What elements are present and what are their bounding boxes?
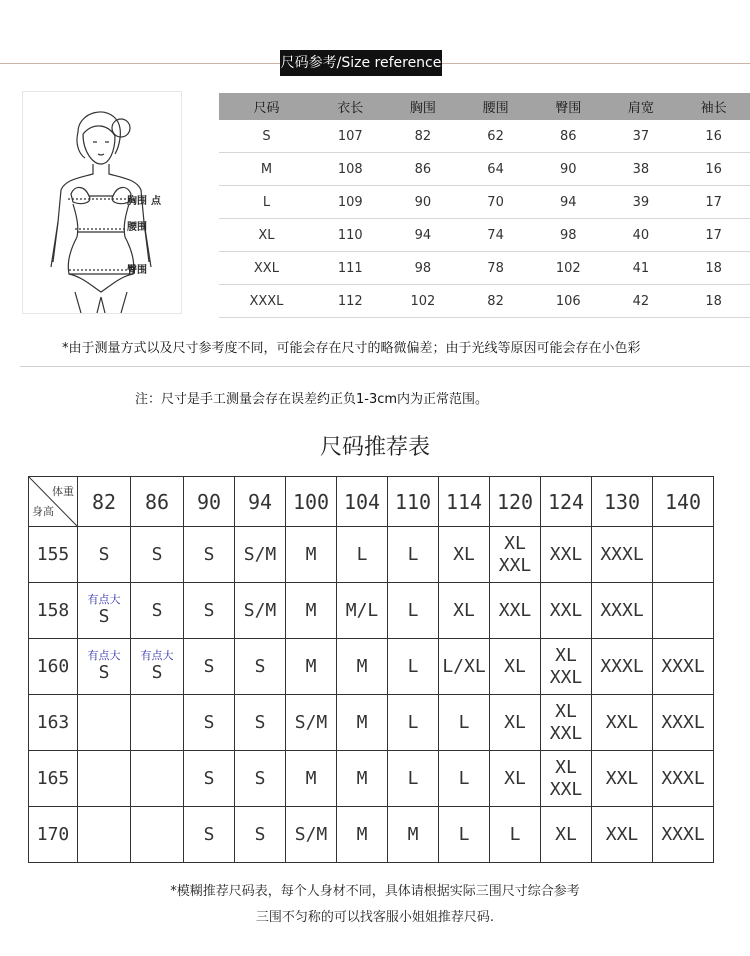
section-divider (20, 366, 750, 367)
size-cell (184, 527, 235, 583)
size-cell (235, 583, 286, 639)
size-cell (439, 807, 490, 863)
size-value: L (458, 711, 470, 733)
size-cell (235, 751, 286, 807)
size-note: 有点大 (87, 649, 121, 662)
size-cell (490, 807, 541, 863)
size-cell (439, 751, 490, 807)
size-value: S (151, 662, 163, 683)
size-value: M (356, 711, 368, 733)
table-cell: 94 (387, 219, 460, 252)
size-cell (337, 695, 388, 751)
size-value: XXXL (600, 543, 644, 565)
size-value: M (356, 655, 368, 677)
size-cell (337, 527, 388, 583)
size-value: S/M (243, 543, 277, 565)
size-cell (388, 527, 439, 583)
footer-note-2: 三围不匀称的可以找客服小姐姐推荐尺码. (255, 910, 495, 925)
size-cell (490, 751, 541, 807)
weight-header-cell: 140 (653, 477, 714, 527)
size-value: S/M (243, 599, 277, 621)
table-cell: 17 (677, 186, 750, 219)
figure-label-bust: 胸围 (127, 196, 147, 207)
size-value: S (98, 543, 110, 565)
size-cell (286, 639, 337, 695)
size-value-alt: XXL (498, 554, 532, 576)
size-value: M (305, 543, 317, 565)
size-cell (653, 527, 714, 583)
size-cell (184, 751, 235, 807)
size-cell (541, 639, 592, 695)
size-cell (541, 527, 592, 583)
size-cell (541, 807, 592, 863)
table-cell: 38 (605, 153, 678, 186)
table-row (29, 807, 714, 863)
table-row (219, 186, 750, 219)
color-disclaimer: *由于测量方式以及尺寸参考度不同，可能会存在尺寸的略微偏差；由于光线等原因可能会存在小色彩 (62, 341, 641, 356)
size-value: XL (504, 655, 526, 677)
size-value: S (203, 767, 215, 789)
size-cell (592, 583, 653, 639)
size-value: XXL (549, 543, 583, 565)
size-cell (286, 807, 337, 863)
size-value: S/M (294, 823, 328, 845)
height-cell: 160 (29, 639, 78, 695)
size-value: XL (504, 532, 526, 554)
size-value: L (509, 823, 521, 845)
measurement-note: 注：尺寸是手工测量会存在误差约正负1-3cm内为正常范围。 (135, 392, 489, 407)
size-cell (286, 527, 337, 583)
size-cell (337, 639, 388, 695)
table-cell: 112 (314, 285, 387, 318)
size-cell (490, 527, 541, 583)
size-value: M (356, 767, 368, 789)
size-cell (490, 639, 541, 695)
size-value: XL (504, 767, 526, 789)
size-cell (337, 583, 388, 639)
size-cell (131, 807, 184, 863)
size-cell (131, 639, 184, 695)
size-recommendation-table (28, 476, 714, 863)
size-value: M (356, 823, 368, 845)
size-value: L (407, 767, 419, 789)
height-cell: 158 (29, 583, 78, 639)
size-value: XXXL (661, 823, 705, 845)
size-value: L (407, 599, 419, 621)
height-cell: 163 (29, 695, 78, 751)
weight-header-cell: 130 (592, 477, 653, 527)
size-cell (131, 751, 184, 807)
size-cell (541, 751, 592, 807)
size-cell (592, 639, 653, 695)
size-value: L/XL (442, 655, 486, 677)
table-cell: 90 (387, 186, 460, 219)
body-sketch-image (23, 92, 181, 313)
size-value: XXXL (661, 711, 705, 733)
table-cell: M (219, 153, 314, 186)
table-cell: 82 (387, 120, 460, 153)
size-value: S (203, 655, 215, 677)
table-cell: 62 (459, 120, 532, 153)
footer-note-1: *模糊推荐尺码表，每个人身材不同，具体请根据实际三围尺寸综合参考 (170, 884, 580, 899)
size-cell (439, 639, 490, 695)
size-value: S (254, 767, 266, 789)
table-cell: 86 (532, 120, 605, 153)
size-cell (337, 751, 388, 807)
table-row (29, 751, 714, 807)
size-cell (131, 527, 184, 583)
size-value: L (407, 655, 419, 677)
weight-header-cell: 124 (541, 477, 592, 527)
size-value: M/L (345, 599, 379, 621)
table-cell: L (219, 186, 314, 219)
table-cell: 102 (387, 285, 460, 318)
height-cell: 165 (29, 751, 78, 807)
table-row (29, 527, 714, 583)
size-cell (131, 583, 184, 639)
size-value: XL (555, 756, 577, 778)
size-value: S (98, 662, 110, 683)
table-cell: 39 (605, 186, 678, 219)
size-cell (388, 807, 439, 863)
size-cell (184, 807, 235, 863)
size-value: S (203, 599, 215, 621)
table-cell: 90 (532, 153, 605, 186)
size-value: XL (504, 711, 526, 733)
weight-header-cell: 86 (131, 477, 184, 527)
size-value: XXXL (600, 655, 644, 677)
size-value-alt: XXL (549, 778, 583, 800)
size-cell (653, 751, 714, 807)
weight-header-cell: 120 (490, 477, 541, 527)
size-cell (592, 751, 653, 807)
corner-cell (29, 477, 78, 527)
table-cell: XXL (219, 252, 314, 285)
size-value: XXXL (661, 655, 705, 677)
size-cell (653, 583, 714, 639)
size-cell (286, 695, 337, 751)
table-cell: 98 (387, 252, 460, 285)
table-cell: 94 (532, 186, 605, 219)
size-value: XL (555, 644, 577, 666)
size-cell (490, 583, 541, 639)
table-cell: 37 (605, 120, 678, 153)
size-value: S/M (294, 711, 328, 733)
size-value: XL (453, 599, 475, 621)
size-cell (184, 583, 235, 639)
size-cell (592, 807, 653, 863)
size-cell (286, 751, 337, 807)
size-value: S (254, 655, 266, 677)
table-row (219, 252, 750, 285)
size-cell (439, 583, 490, 639)
corner-weight-label: 体重 (52, 485, 74, 498)
column-header: 胸围 (387, 93, 460, 120)
size-cell (78, 583, 131, 639)
size-value: XXXL (661, 767, 705, 789)
size-value: S (254, 823, 266, 845)
table-row (219, 285, 750, 318)
size-value: M (305, 655, 317, 677)
size-cell (78, 639, 131, 695)
size-cell (388, 695, 439, 751)
weight-header-cell: 104 (337, 477, 388, 527)
size-cell (490, 695, 541, 751)
table-cell: 41 (605, 252, 678, 285)
size-value: XL (453, 543, 475, 565)
size-note: 有点大 (87, 593, 121, 606)
table-cell: 111 (314, 252, 387, 285)
table-cell: 70 (459, 186, 532, 219)
column-header: 腰围 (459, 93, 532, 120)
size-value: XL (555, 700, 577, 722)
size-cell (439, 695, 490, 751)
height-cell: 170 (29, 807, 78, 863)
size-cell (388, 583, 439, 639)
size-value: M (305, 599, 317, 621)
recommend-title: 尺码推荐表 (319, 435, 430, 460)
size-cell (235, 639, 286, 695)
weight-header-cell: 94 (235, 477, 286, 527)
size-cell (592, 695, 653, 751)
size-cell (78, 695, 131, 751)
size-cell (592, 527, 653, 583)
table-cell: 110 (314, 219, 387, 252)
size-cell (184, 639, 235, 695)
table-cell: 64 (459, 153, 532, 186)
table-cell: 16 (677, 153, 750, 186)
column-header: 肩宽 (605, 93, 678, 120)
weight-header-cell: 82 (78, 477, 131, 527)
size-cell (184, 695, 235, 751)
body-measurement-figure (22, 91, 182, 314)
size-value: S (151, 543, 163, 565)
table-row (29, 639, 714, 695)
size-value: S (203, 823, 215, 845)
corner-height-label: 身高 (32, 505, 54, 518)
size-value: XXL (549, 599, 583, 621)
size-value: S (203, 543, 215, 565)
figure-label-point: 点 (151, 196, 161, 207)
size-value-alt: XXL (549, 666, 583, 688)
page-title: 尺码参考/Size reference (280, 50, 442, 76)
size-value: XL (555, 823, 577, 845)
table-row (219, 219, 750, 252)
size-cell (653, 695, 714, 751)
table-row (219, 153, 750, 186)
size-cell (439, 527, 490, 583)
size-value: S (151, 599, 163, 621)
size-cell (653, 639, 714, 695)
table-cell: 74 (459, 219, 532, 252)
table-cell: 107 (314, 120, 387, 153)
figure-label-waist: 腰围 (127, 222, 147, 233)
weight-header-cell: 100 (286, 477, 337, 527)
column-header: 臀围 (532, 93, 605, 120)
size-value: M (305, 767, 317, 789)
column-header: 袖长 (677, 93, 750, 120)
size-value: S (203, 711, 215, 733)
table-row (29, 695, 714, 751)
column-header: 衣长 (314, 93, 387, 120)
size-table-header (219, 93, 750, 120)
size-cell (78, 527, 131, 583)
table-row (219, 120, 750, 153)
size-cell (131, 695, 184, 751)
size-value: M (407, 823, 419, 845)
size-value: XXL (605, 823, 639, 845)
table-cell: 106 (532, 285, 605, 318)
weight-header-cell: 110 (388, 477, 439, 527)
size-cell (653, 807, 714, 863)
table-cell: 18 (677, 252, 750, 285)
size-cell (388, 751, 439, 807)
size-value: XXL (498, 599, 532, 621)
column-header: 尺码 (219, 93, 314, 120)
size-value: L (407, 711, 419, 733)
table-cell: XXXL (219, 285, 314, 318)
size-cell (388, 639, 439, 695)
size-cell (541, 695, 592, 751)
table-cell: S (219, 120, 314, 153)
size-cell (235, 695, 286, 751)
size-cell (235, 527, 286, 583)
size-value: XXL (605, 711, 639, 733)
table-cell: 16 (677, 120, 750, 153)
size-value-alt: XXL (549, 722, 583, 744)
size-cell (337, 807, 388, 863)
table-cell: 98 (532, 219, 605, 252)
size-value: L (458, 767, 470, 789)
table-cell: 17 (677, 219, 750, 252)
recommend-header-row (29, 477, 714, 527)
table-cell: 86 (387, 153, 460, 186)
table-cell: 42 (605, 285, 678, 318)
table-cell: 109 (314, 186, 387, 219)
size-reference-table (219, 93, 750, 318)
table-cell: XL (219, 219, 314, 252)
size-cell (235, 807, 286, 863)
table-cell: 78 (459, 252, 532, 285)
size-cell (541, 583, 592, 639)
table-row (29, 583, 714, 639)
table-cell: 102 (532, 252, 605, 285)
weight-header-cell: 114 (439, 477, 490, 527)
size-cell (78, 751, 131, 807)
table-cell: 18 (677, 285, 750, 318)
size-value: S (254, 711, 266, 733)
height-cell: 155 (29, 527, 78, 583)
table-cell: 40 (605, 219, 678, 252)
table-cell: 108 (314, 153, 387, 186)
table-cell: 82 (459, 285, 532, 318)
size-value: L (458, 823, 470, 845)
size-cell (78, 807, 131, 863)
figure-label-hip: 臀围 (127, 265, 147, 276)
size-note: 有点大 (140, 649, 174, 662)
size-value: S (98, 606, 110, 627)
size-value: L (356, 543, 368, 565)
size-cell (286, 583, 337, 639)
weight-header-cell: 90 (184, 477, 235, 527)
size-value: XXXL (600, 599, 644, 621)
size-value: L (407, 543, 419, 565)
size-value: XXL (605, 767, 639, 789)
